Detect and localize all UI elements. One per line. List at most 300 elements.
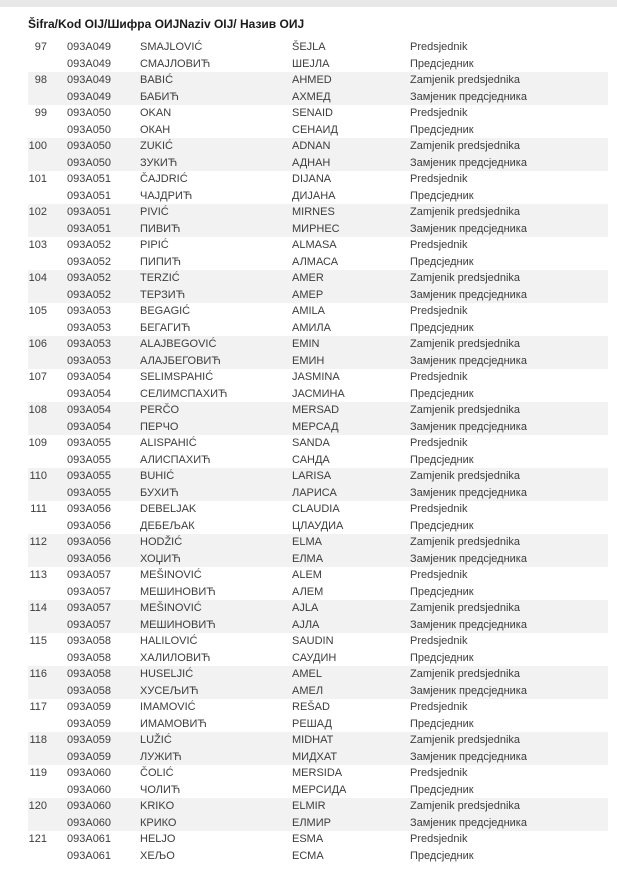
firstname-latin: DIJANA (292, 173, 332, 185)
row-line-cyrillic (28, 254, 608, 271)
row-line-latin (28, 831, 608, 848)
row-line-latin (28, 600, 608, 617)
role-cyrillic: Замјеник предсједника (410, 684, 527, 697)
role-latin: Predsjednik (410, 41, 468, 53)
firstname-cyrillic: ДИЈАНА (292, 189, 336, 202)
header-name-label: Naziv OIJ/ Назив ОИЈ (179, 17, 305, 31)
role-latin: Zamjenik predsjednika (410, 734, 521, 746)
surname-cyrillic: ОКАН (140, 123, 171, 136)
role-cyrillic: Предсједник (410, 255, 474, 268)
oij-code-cyrillic: 093A059 (67, 750, 112, 763)
row-number-empty (28, 749, 47, 766)
row-number-empty (28, 320, 47, 337)
role-latin: Zamjenik predsjednika (410, 272, 521, 284)
role-latin: Predsjednik (410, 107, 468, 119)
row-number-empty (28, 122, 47, 139)
role-cyrillic: Предсједник (410, 123, 474, 136)
oij-code-latin: 093A060 (67, 767, 112, 779)
surname-latin: IMAMOVIĆ (140, 701, 196, 713)
table-row (28, 204, 608, 237)
role-latin: Zamjenik predsjednika (410, 338, 521, 350)
firstname-cyrillic: ШЕЈЛА (292, 57, 330, 70)
oij-code-cyrillic: 093A049 (67, 57, 112, 70)
firstname-latin: ALEM (292, 569, 322, 581)
firstname-latin: SANDA (292, 437, 330, 449)
firstname-latin: AHMED (292, 74, 332, 86)
role-cyrillic: Предсједник (410, 717, 474, 730)
row-line-cyrillic (28, 551, 608, 568)
row-line-latin (28, 765, 608, 782)
oij-code-latin: 093A049 (67, 41, 112, 53)
oij-code-latin: 093A050 (67, 107, 112, 119)
oij-code-latin: 093A054 (67, 371, 112, 383)
oij-code-latin: 093A060 (67, 800, 112, 812)
row-number-empty (28, 353, 47, 370)
oij-code-latin: 093A057 (67, 569, 112, 581)
oij-code-latin: 093A054 (67, 404, 112, 416)
role-latin: Zamjenik predsjednika (410, 602, 521, 614)
oij-code-cyrillic: 093A053 (67, 321, 112, 334)
firstname-cyrillic: ЕМИН (292, 354, 325, 367)
row-line-cyrillic (28, 56, 608, 73)
surname-latin: LUŽIĆ (140, 734, 172, 746)
row-number: 101 (28, 173, 47, 185)
oij-code-latin: 093A051 (67, 173, 112, 185)
row-line-cyrillic (28, 782, 608, 799)
oij-code-latin: 093A056 (67, 536, 112, 548)
firstname-latin: ŠEJLA (292, 41, 326, 53)
row-line-cyrillic (28, 419, 608, 436)
oij-code-latin: 093A059 (67, 734, 112, 746)
table-row (28, 402, 608, 435)
role-latin: Predsjednik (410, 371, 468, 383)
row-line-cyrillic (28, 188, 608, 205)
role-cyrillic: Замјеник предсједника (410, 552, 527, 565)
table-row (28, 237, 608, 270)
oij-code-cyrillic: 093A053 (67, 354, 112, 367)
firstname-latin: ALMASA (292, 239, 337, 251)
firstname-latin: SENAID (292, 107, 333, 119)
row-number-empty (28, 584, 47, 601)
role-cyrillic: Замјеник предсједника (410, 288, 527, 301)
role-cyrillic: Замјеник предсједника (410, 90, 527, 103)
role-cyrillic: Предсједник (410, 387, 474, 400)
role-cyrillic: Замјеник предсједника (410, 618, 527, 631)
officials-table (28, 39, 608, 864)
row-number: 107 (28, 371, 47, 383)
table-row (28, 600, 608, 633)
row-line-cyrillic (28, 584, 608, 601)
row-line-cyrillic (28, 716, 608, 733)
row-line-cyrillic (28, 155, 608, 172)
table-header (28, 17, 304, 32)
surname-cyrillic: ХЕЉО (140, 849, 175, 862)
table-row (28, 633, 608, 666)
role-latin: Predsjednik (410, 701, 468, 713)
row-line-latin (28, 798, 608, 815)
row-number: 102 (28, 206, 47, 218)
surname-cyrillic: БЕГАГИЋ (140, 321, 191, 334)
role-cyrillic: Предсједник (410, 519, 474, 532)
row-line-cyrillic (28, 353, 608, 370)
role-latin: Zamjenik predsjednika (410, 470, 521, 482)
row-line-latin (28, 402, 608, 419)
row-number: 103 (28, 239, 47, 251)
oij-code-cyrillic: 093A057 (67, 618, 112, 631)
firstname-cyrillic: ЕЛМИР (292, 816, 331, 829)
role-latin: Predsjednik (410, 239, 468, 251)
surname-latin: ČOLIĆ (140, 767, 174, 779)
row-line-latin (28, 732, 608, 749)
oij-code-cyrillic: 093A055 (67, 486, 112, 499)
firstname-latin: JASMINA (292, 371, 340, 383)
table-row (28, 534, 608, 567)
firstname-latin: REŠAD (292, 701, 330, 713)
row-number-empty (28, 419, 47, 436)
surname-cyrillic: БУХИЋ (140, 486, 179, 499)
role-latin: Predsjednik (410, 503, 468, 515)
firstname-latin: MIDHAT (292, 734, 334, 746)
row-number-empty (28, 683, 47, 700)
surname-latin: MEŠINOVIĆ (140, 602, 202, 614)
table-row (28, 336, 608, 369)
row-number-empty (28, 650, 47, 667)
row-number-empty (28, 287, 47, 304)
row-line-cyrillic (28, 650, 608, 667)
role-cyrillic: Предсједник (410, 651, 474, 664)
firstname-cyrillic: СЕНАИД (292, 123, 338, 136)
row-line-latin (28, 633, 608, 650)
row-line-latin (28, 567, 608, 584)
oij-code-cyrillic: 093A050 (67, 123, 112, 136)
surname-cyrillic: АЛАЈБЕГОВИЋ (140, 354, 221, 367)
row-number: 97 (34, 41, 47, 53)
role-cyrillic: Предсједник (410, 783, 474, 796)
row-line-cyrillic (28, 617, 608, 634)
row-line-latin (28, 105, 608, 122)
row-line-cyrillic (28, 287, 608, 304)
oij-code-cyrillic: 093A061 (67, 849, 112, 862)
oij-code-latin: 093A056 (67, 503, 112, 515)
firstname-cyrillic: САУДИН (292, 651, 337, 664)
role-latin: Zamjenik predsjednika (410, 668, 521, 680)
surname-latin: BABIĆ (140, 74, 174, 86)
surname-cyrillic: ЛУЖИЋ (140, 750, 182, 763)
row-number-empty (28, 89, 47, 106)
firstname-cyrillic: АЛЕМ (292, 585, 324, 598)
firstname-cyrillic: ЈАСМИНА (292, 387, 345, 400)
row-line-cyrillic (28, 683, 608, 700)
row-line-latin (28, 666, 608, 683)
role-latin: Zamjenik predsjednika (410, 74, 521, 86)
row-line-cyrillic (28, 386, 608, 403)
role-latin: Zamjenik predsjednika (410, 206, 521, 218)
row-line-latin (28, 72, 608, 89)
oij-code-latin: 093A050 (67, 140, 112, 152)
firstname-cyrillic: ЕЛМА (292, 552, 324, 565)
row-number: 113 (29, 569, 47, 581)
surname-latin: BUHIĆ (140, 470, 175, 482)
row-number-empty (28, 782, 47, 799)
row-number: 117 (29, 701, 47, 713)
surname-cyrillic: БАБИЋ (140, 90, 179, 103)
oij-code-cyrillic: 093A056 (67, 552, 112, 565)
surname-latin: ALAJBEGOVIĆ (140, 338, 217, 350)
surname-latin: HUSELJIĆ (140, 668, 194, 680)
page-top-strip (0, 0, 617, 7)
oij-code-cyrillic: 093A049 (67, 90, 112, 103)
oij-code-latin: 093A058 (67, 635, 112, 647)
row-line-latin (28, 270, 608, 287)
oij-code-cyrillic: 093A055 (67, 453, 112, 466)
row-number: 100 (28, 140, 47, 152)
row-line-cyrillic (28, 848, 608, 865)
role-cyrillic: Замјеник предсједника (410, 750, 527, 763)
row-number: 112 (29, 536, 47, 548)
oij-code-cyrillic: 093A058 (67, 684, 112, 697)
table-row (28, 468, 608, 501)
row-number: 108 (28, 404, 47, 416)
role-latin: Zamjenik predsjednika (410, 536, 521, 548)
table-row (28, 732, 608, 765)
table-row (28, 831, 608, 864)
table-row (28, 699, 608, 732)
row-line-latin (28, 336, 608, 353)
header-code-label: Šifra/Kod OIJ/Шифра ОИЈ (28, 17, 180, 31)
row-number: 105 (28, 305, 47, 317)
oij-code-cyrillic: 093A054 (67, 420, 112, 433)
row-number-empty (28, 254, 47, 271)
table-row (28, 270, 608, 303)
surname-latin: BEGAGIĆ (140, 305, 191, 317)
row-line-cyrillic (28, 452, 608, 469)
firstname-latin: MERSIDA (292, 767, 343, 779)
oij-code-cyrillic: 093A051 (67, 189, 112, 202)
surname-latin: HALILOVIĆ (140, 635, 198, 647)
firstname-latin: ADNAN (292, 140, 331, 152)
role-cyrillic: Замјеник предсједника (410, 486, 527, 499)
surname-latin: HODŽIĆ (140, 536, 183, 548)
oij-code-latin: 093A055 (67, 437, 112, 449)
oij-code-latin: 093A058 (67, 668, 112, 680)
surname-cyrillic: ЧОЛИЋ (140, 783, 181, 796)
firstname-latin: MERSAD (292, 404, 340, 416)
surname-latin: PIPIĆ (140, 239, 169, 251)
role-latin: Zamjenik predsjednika (410, 140, 521, 152)
oij-code-cyrillic: 093A052 (67, 255, 112, 268)
table-row (28, 666, 608, 699)
oij-code-cyrillic: 093A050 (67, 156, 112, 169)
surname-cyrillic: МЕШИНОВИЋ (140, 585, 216, 598)
surname-cyrillic: ДЕБЕЉАК (140, 519, 195, 532)
oij-code-cyrillic: 093A059 (67, 717, 112, 730)
firstname-latin: AMILA (292, 305, 326, 317)
oij-code-cyrillic: 093A051 (67, 222, 112, 235)
row-line-cyrillic (28, 518, 608, 535)
table-row (28, 798, 608, 831)
firstname-latin: ELMIR (292, 800, 326, 812)
row-number-empty (28, 815, 47, 832)
table-row (28, 303, 608, 336)
oij-code-cyrillic: 093A060 (67, 816, 112, 829)
oij-code-latin: 093A049 (67, 74, 112, 86)
role-cyrillic: Предсједник (410, 849, 474, 862)
table-row (28, 435, 608, 468)
row-number-empty (28, 386, 47, 403)
row-number-empty (28, 716, 47, 733)
role-cyrillic: Замјеник предсједника (410, 156, 527, 169)
row-number: 114 (29, 602, 47, 614)
row-number: 116 (29, 668, 47, 680)
table-row (28, 105, 608, 138)
firstname-latin: MIRNES (292, 206, 335, 218)
oij-code-latin: 093A055 (67, 470, 112, 482)
role-latin: Predsjednik (410, 635, 468, 647)
surname-cyrillic: ЧАЈДРИЋ (140, 189, 193, 202)
oij-code-latin: 093A057 (67, 602, 112, 614)
row-line-latin (28, 39, 608, 56)
firstname-cyrillic: АЛМАСА (292, 255, 339, 268)
role-latin: Predsjednik (410, 437, 468, 449)
surname-latin: OKAN (140, 107, 172, 119)
firstname-cyrillic: ЛАРИСА (292, 486, 337, 499)
row-number: 109 (28, 437, 47, 449)
row-line-latin (28, 435, 608, 452)
role-cyrillic: Замјеник предсједника (410, 816, 527, 829)
oij-code-latin: 093A052 (67, 272, 112, 284)
firstname-latin: AJLA (292, 602, 319, 614)
surname-latin: ALISPAHIĆ (140, 437, 197, 449)
role-cyrillic: Предсједник (410, 189, 474, 202)
row-number-empty (28, 221, 47, 238)
row-line-latin (28, 138, 608, 155)
row-number: 98 (34, 74, 47, 86)
role-latin: Predsjednik (410, 767, 468, 779)
surname-latin: PERČO (140, 404, 180, 416)
table-row (28, 765, 608, 798)
role-latin: Predsjednik (410, 833, 468, 845)
row-number-empty (28, 617, 47, 634)
role-latin: Predsjednik (410, 173, 468, 185)
firstname-cyrillic: ЦЛАУДИА (292, 519, 344, 532)
role-cyrillic: Замјеник предсједника (410, 222, 527, 235)
firstname-cyrillic: АХМЕД (292, 90, 331, 103)
row-number-empty (28, 848, 47, 865)
surname-latin: ZUKIĆ (140, 140, 173, 152)
oij-code-cyrillic: 093A052 (67, 288, 112, 301)
firstname-cyrillic: МЕРСИДА (292, 783, 347, 796)
role-cyrillic: Предсједник (410, 453, 474, 466)
role-cyrillic: Предсједник (410, 585, 474, 598)
oij-code-cyrillic: 093A058 (67, 651, 112, 664)
surname-cyrillic: ПИПИЋ (140, 255, 182, 268)
oij-code-latin: 093A053 (67, 305, 112, 317)
row-line-latin (28, 171, 608, 188)
firstname-cyrillic: АДНАН (292, 156, 331, 169)
surname-cyrillic: ПЕРЧО (140, 420, 179, 433)
role-latin: Predsjednik (410, 569, 468, 581)
firstname-cyrillic: АМИЛА (292, 321, 331, 334)
surname-cyrillic: ТЕРЗИЋ (140, 288, 186, 301)
oij-code-latin: 093A059 (67, 701, 112, 713)
firstname-latin: SAUDIN (292, 635, 334, 647)
surname-latin: MEŠINOVIĆ (140, 569, 202, 581)
surname-latin: ČAJDRIĆ (140, 173, 188, 185)
row-number-empty (28, 56, 47, 73)
surname-cyrillic: СМАЈЛОВИЋ (140, 57, 211, 70)
surname-cyrillic: ХАЛИЛОВИЋ (140, 651, 211, 664)
role-cyrillic: Замјеник предсједника (410, 354, 527, 367)
oij-code-cyrillic: 093A060 (67, 783, 112, 796)
table-row (28, 138, 608, 171)
row-number: 121 (28, 833, 47, 845)
role-latin: Predsjednik (410, 305, 468, 317)
oij-code-cyrillic: 093A057 (67, 585, 112, 598)
surname-latin: KRIKO (140, 800, 175, 812)
firstname-latin: ESMA (292, 833, 324, 845)
row-number: 115 (29, 635, 47, 647)
row-line-latin (28, 534, 608, 551)
row-line-cyrillic (28, 221, 608, 238)
row-number: 99 (34, 107, 47, 119)
row-number: 118 (29, 734, 47, 746)
row-number-empty (28, 155, 47, 172)
surname-cyrillic: КРИКО (140, 816, 177, 829)
row-line-latin (28, 369, 608, 386)
row-line-cyrillic (28, 122, 608, 139)
surname-latin: SELIMSPAHIĆ (140, 371, 214, 383)
oij-code-cyrillic: 093A054 (67, 387, 112, 400)
table-row (28, 171, 608, 204)
role-latin: Zamjenik predsjednika (410, 800, 521, 812)
row-line-latin (28, 237, 608, 254)
row-line-latin (28, 303, 608, 320)
oij-code-latin: 093A061 (67, 833, 112, 845)
row-number-empty (28, 485, 47, 502)
surname-cyrillic: ХОЏИЋ (140, 552, 181, 565)
role-latin: Zamjenik predsjednika (410, 404, 521, 416)
row-number-empty (28, 452, 47, 469)
row-number: 110 (29, 470, 47, 482)
firstname-latin: LARISA (292, 470, 332, 482)
role-cyrillic: Предсједник (410, 321, 474, 334)
table-row (28, 567, 608, 600)
row-number-empty (28, 518, 47, 535)
table-row (28, 39, 608, 72)
surname-latin: PIVIĆ (140, 206, 169, 218)
row-number: 111 (30, 503, 47, 515)
surname-latin: HELJO (140, 833, 176, 845)
row-line-cyrillic (28, 320, 608, 337)
firstname-latin: CLAUDIA (292, 503, 340, 515)
row-number: 119 (29, 767, 47, 779)
role-cyrillic: Замјеник предсједника (410, 420, 527, 433)
row-number: 106 (28, 338, 47, 350)
surname-latin: TERZIĆ (140, 272, 180, 284)
surname-cyrillic: ИМАМОВИЋ (140, 717, 207, 730)
row-line-latin (28, 699, 608, 716)
firstname-cyrillic: РЕШАД (292, 717, 332, 730)
firstname-cyrillic: МЕРСАД (292, 420, 339, 433)
oij-code-latin: 093A052 (67, 239, 112, 251)
row-line-cyrillic (28, 815, 608, 832)
row-number: 120 (28, 800, 47, 812)
surname-cyrillic: ЗУКИЋ (140, 156, 178, 169)
surname-cyrillic: АЛИСПАХИЋ (140, 453, 211, 466)
oij-code-cyrillic: 093A056 (67, 519, 112, 532)
row-number-empty (28, 188, 47, 205)
oij-code-latin: 093A051 (67, 206, 112, 218)
